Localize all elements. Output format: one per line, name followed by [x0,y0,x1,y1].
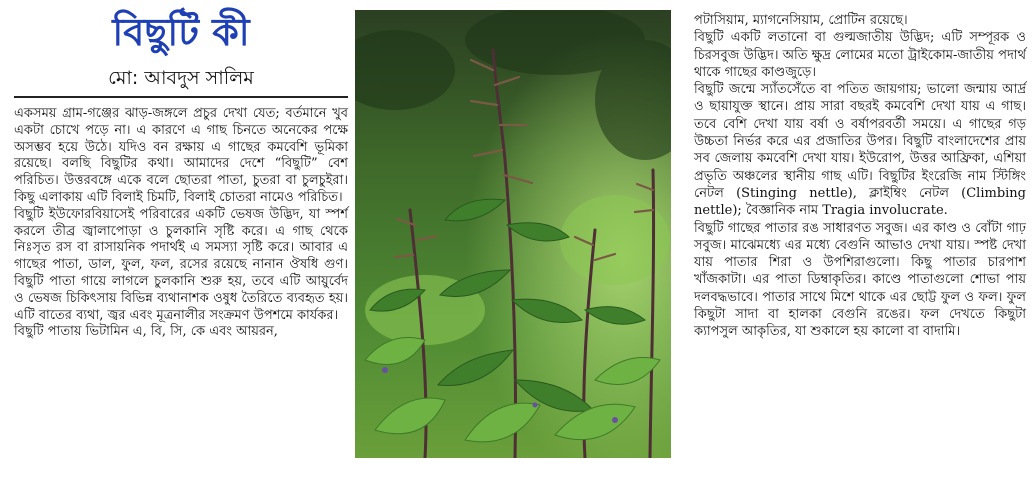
left-column [14,8,348,341]
right-column [694,12,1026,341]
right-paragraph-2: বিছুটি একটি লতানো বা গুল্মজাতীয় উদ্ভিদ; এটি সম্পূরক ও চিরসবুজ উদ্ভিদ। অতি ক্ষুদ্র লোমের মতো ট্রাইকোম-জাতীয় পদার্থ থাকে গাছের কাণ্ডজুড়ে। [694,30,1026,80]
right-paragraph-3: বিছুটি জন্মে স্যাঁতসেঁতে বা পতিত জায়গায়; ভালো জন্মায় আর্দ্র ও ছায়াযুক্ত স্থানে। প্রায় সারা বছরই কমবেশি দেখা যায় এ গাছ। তবে বেশি দেখা যায় বর্ষা ও বর্ষাপরবর্তী সময়ে। এ গাছের গড় উচ্চতা নির্ভর করে এর প্রজাতির উপর। বিছুটি বাংলাদেশের প্রায় সব জেলায় কমবেশি দেখা যায়। ইউরোপ, উত্তর আফ্রিকা, এশিয়া প্রভৃতি অঞ্চলের স্থানীয় গাছ এটি। বিছুটির ইংরেজি নাম স্টিঙ্গিং নেটল (Stinging nettle), ক্লাইম্বিং নেটল (Climbing nettle); বৈজ্ঞানিক নাম Tragia involucrate. [694,82,1026,219]
byline-divider [14,96,348,98]
left-paragraph-3: বিছুটি পাতায় ভিটামিন এ, বি, সি, কে এবং আয়রন, [14,324,278,340]
nettle-plant-photo [355,10,671,458]
right-paragraph-4: বিছুটি গাছের পাতার রঙ সাধারণত সবুজ। এর কাণ্ড ও বোঁটা গাঢ় সবুজ। মাঝেমধ্যে এর মধ্যে বেগুনি আভাও দেখা যায়। স্পষ্ট দেখা যায় পাতার শিরা ও উপশিরাগুলো। কিছু পাতার চারপাশ খাঁজকাটা। এর পাতা ডিম্বাকৃতির। কাণ্ডে পাতাগুলো শোভা পায় দলবদ্ধভাবে। পাতার সাথে মিশে থাকে এর ছোট্ট ফুল ও ফল। ফুল কিছুটা সাদা বা হালকা বেগুনি রঙের। ফল দেখতে কিছুটা ক্যাপসুল আকৃতির, যা শুকালে হয় কালো বা বাদামি। [694,220,1026,340]
nettle-plant-illustration [355,10,671,458]
author-byline: মো: আবদুস সালিম [108,67,254,89]
left-paragraph-2: বিছুটি ইউফোরবিয়াসেই পরিবারের একটি ভেষজ উদ্ভিদ, যা স্পর্শ করলে তীব্র জ্বালাপোড়া ও চুলকানি সৃষ্টি করে। এ গাছ থেকে নিঃসৃত রস বা রাসায়নিক পদার্থই এ সমস্যা সৃষ্টি করে। আবার এ গাছের পাতা, ডাল, ফুল, ফল, রসের রয়েছে নানান ঔষধি গুণ। বিছুটি পাতা গায়ে লাগলে চুলকানি শুরু হয়, তবে এটি আয়ুর্বেদ ও ভেষজ চিকিৎসায় বিভিন্ন ব্যথানাশক ওষুধ তৈরিতে ব্যবহৃত হয়। এটি বাতের ব্যথা, জ্বর এবং মূত্রনালীর সংক্রমণ উপশমে কার্যকর। [14,206,348,323]
left-paragraph-1: একসময় গ্রাম-গঞ্জের ঝাড়-জঙ্গলে প্রচুর দেখা যেত; বর্তমানে খুব একটা চোখে পড়ে না। এ কারণে এ গাছ চিনতে অনেকের পক্ষে অসম্ভব হয়ে উঠে। যদিও বন রক্ষায় এ গাছের কমবেশি ভূমিকা রয়েছে। বলছি বিছুটির কথা। আমাদের দেশে “বিছুটি” বেশ পরিচিত। উত্তরবঙ্গে একে বলে ছোতরা পাতা, চুতরা বা চুলচুইরা। কিছু এলাকায় এটি বিলাই চিমটি, বিলাই চোতরা নামেও পরিচিত। [14,106,348,205]
article-title: বিছুটি কী [112,10,250,54]
right-paragraph-1: পটাসিয়াম, ম্যাগনেসিয়াম, প্রোটিন রয়েছে। [694,13,908,28]
